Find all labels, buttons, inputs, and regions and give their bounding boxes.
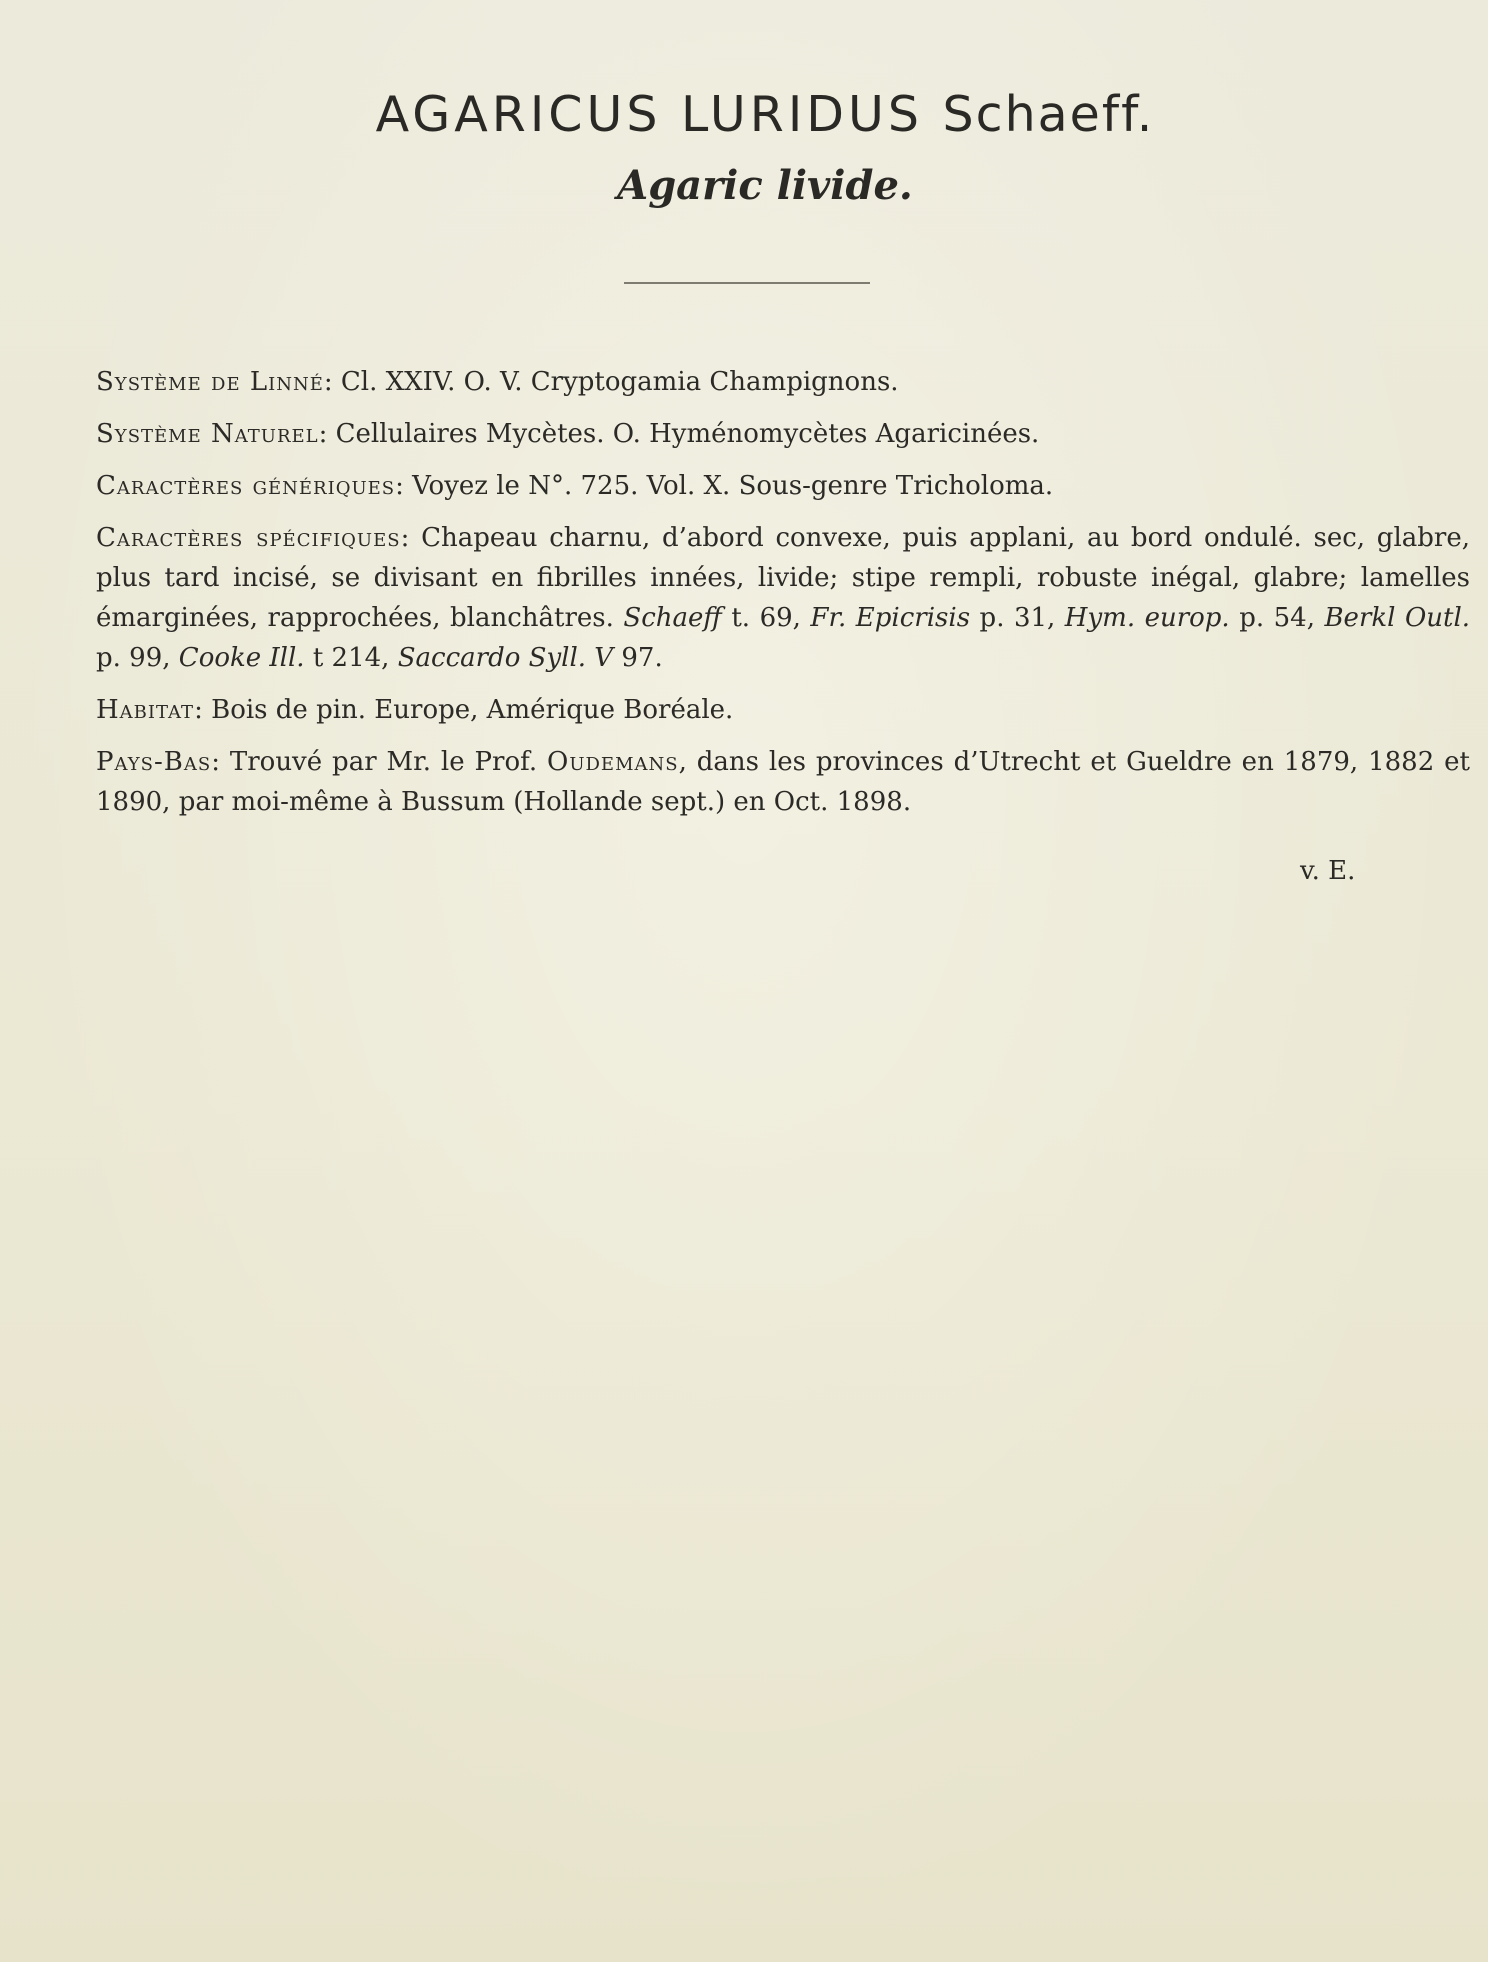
entry-text: Bois de pin. Europe, Amérique Boréale. bbox=[211, 695, 734, 725]
entry-label: Pays-Bas bbox=[96, 747, 212, 777]
reference-work: Hym. europ. bbox=[1064, 603, 1230, 633]
entry-label: Système Naturel bbox=[96, 419, 319, 449]
reference-work: Saccardo Syll. V bbox=[397, 643, 614, 673]
reference-page: t 214, bbox=[312, 643, 390, 673]
entry-specifiques: Caractères spécifiques: Chapeau charnu, d’abord convexe, puis applani, au bord ondulé. sec, glabre, plus tard incisé, se divisant en fibrilles innées, livide; stipe rempli, robuste inégal, glabre; lamelles émarginées, rapprochées, blanchâtres. Schaeff t. 69, Fr. Epicrisis p. 31, Hym. europ. p. 54, Berkl Outl. p. 99, Cooke Ill. t 214, Saccardo Syll. V 97. bbox=[96, 523, 1471, 673]
common-name: Agaric livide. bbox=[617, 162, 913, 209]
species-title bbox=[0, 86, 1488, 143]
reference-page: p. 99, bbox=[96, 643, 171, 673]
entry-text: , dans les provinces d’Utrecht et Gueldre en 1879, 1882 et 1890, par moi-même à Bussum (Hollande sept.) en Oct. 1898. bbox=[96, 747, 1471, 817]
entry-habitat: Habitat: Bois de pin. Europe, Amérique Boréale. bbox=[96, 695, 734, 725]
entry-generiques: Caractères génériques: Voyez le N°. 725. Vol. X. Sous-genre Tricholoma. bbox=[96, 471, 1054, 501]
entry-naturel: Système Naturel: Cellulaires Mycètes. O. Hyménomycètes Agaricinées. bbox=[96, 419, 1040, 449]
description-body bbox=[56, 362, 1470, 834]
entry-text: Cl. XXIV. O. V. Cryptogamia Champignons. bbox=[340, 367, 899, 397]
entry-label: Caractères spécifiques bbox=[96, 523, 401, 553]
title-divider bbox=[624, 282, 870, 284]
species-name: AGARICUS LURIDUS bbox=[375, 86, 923, 143]
author-signature: v. E. bbox=[1300, 856, 1356, 886]
reference-page: t. 69, bbox=[731, 603, 801, 633]
reference-work: Fr. Epicrisis bbox=[810, 603, 971, 633]
collector-name: Oudemans bbox=[547, 747, 679, 777]
entry-text: Trouvé par Mr. le Prof. bbox=[229, 747, 538, 777]
reference-page: p. 54, bbox=[1239, 603, 1315, 633]
reference-work: Schaeff bbox=[623, 603, 722, 633]
reference-page: p. 31, bbox=[979, 603, 1056, 633]
entry-label: Caractères génériques bbox=[96, 471, 396, 501]
reference-page: 97. bbox=[621, 643, 663, 673]
entry-label: Système de Linné bbox=[96, 367, 324, 397]
entry-text: Cellulaires Mycètes. O. Hyménomycètes Agaricinées. bbox=[335, 419, 1040, 449]
entry-label: Habitat bbox=[96, 695, 195, 725]
entry-text: Voyez le N°. 725. Vol. X. Sous-genre Tricholoma. bbox=[412, 471, 1054, 501]
species-author: Schaeff. bbox=[942, 86, 1155, 143]
entry-linne: Système de Linné: Cl. XXIV. O. V. Cryptogamia Champignons. bbox=[96, 367, 899, 397]
entry-text: Chapeau charnu, d’abord convexe, puis applani, au bord ondulé. sec, glabre, plus tard incisé, se divisant en fibrilles innées, livide; stipe rempli, robuste inégal, glabre; lamelles émarginées, rapprochées, blanchâtres. bbox=[96, 523, 1470, 633]
entry-paysbas: Pays-Bas: Trouvé par Mr. le Prof. Oudemans, dans les provinces d’Utrecht et Gueldre en 1879, 1882 et 1890, par moi-même à Bussum (Hollande sept.) en Oct. 1898. bbox=[96, 747, 1471, 817]
reference-work: Berkl Outl. bbox=[1324, 603, 1471, 633]
reference-work: Cooke Ill. bbox=[178, 643, 305, 673]
